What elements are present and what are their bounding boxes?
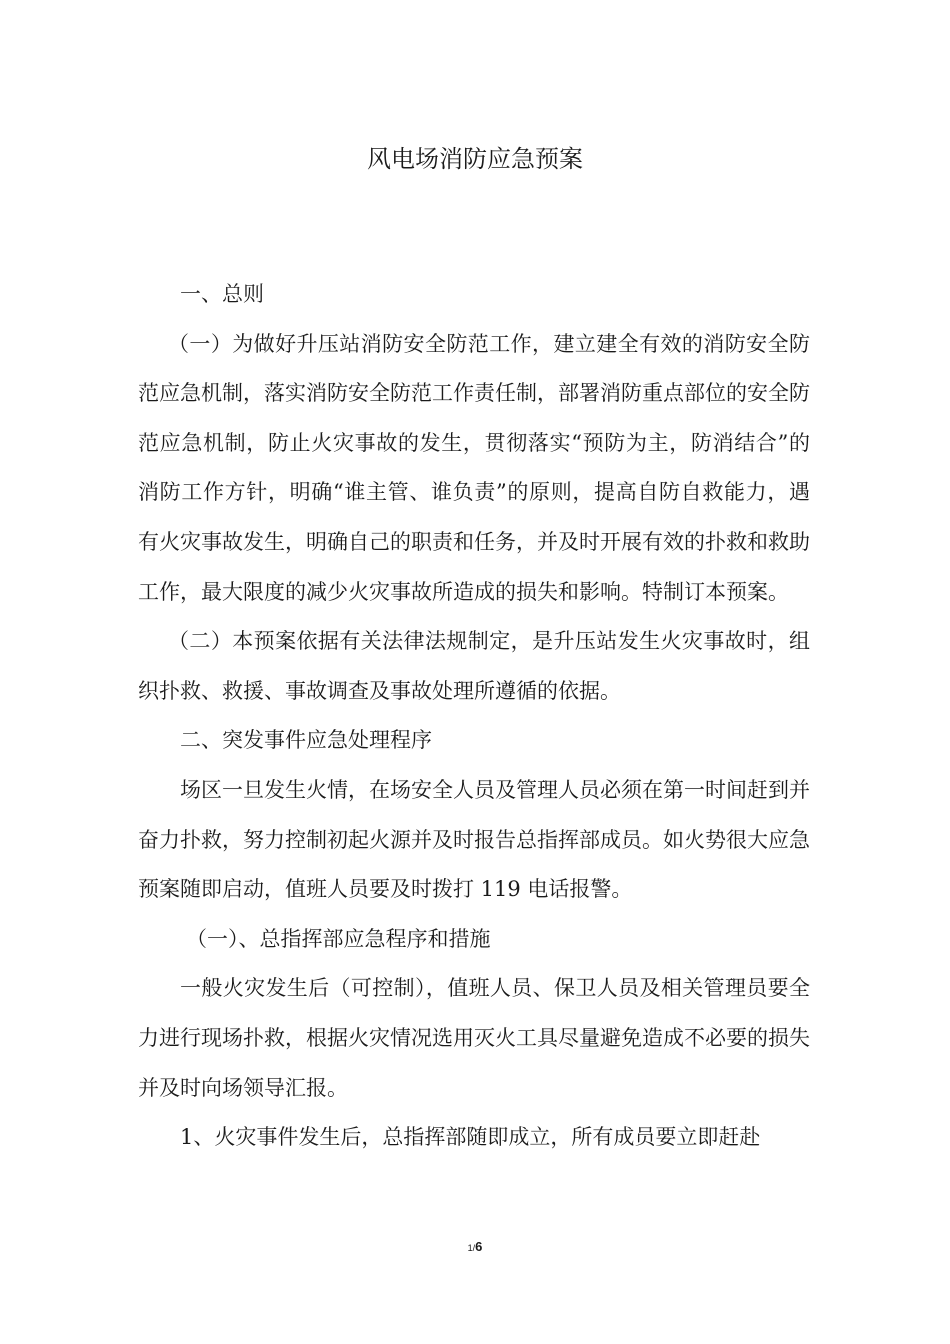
paragraph-general-1: （一）为做好升压站消防安全防范工作，建立建全有效的消防安全防范应急机制，落实消防安全防范工作责任制，部署消防重点部位的安全防范应急机制，防止火灾事故的发生，贯彻落实“预防为主，防消结合”的消防工作方针，明确“谁主管、谁负责”的原则，提高自防自救能力，遇有火灾事故发生，明确自己的职责和任务，并及时开展有效的扑救和救助工作，最大限度的减少火灾事故所造成的损失和影响。特制订本预案。 [138, 331, 810, 604]
document-title: 风电场消防应急预案 [367, 145, 583, 173]
paragraph-command-1: 一般火灾发生后（可控制），值班人员、保卫人员及相关管理员要全力进行现场扑救，根据火灾情况选用灭火工具尽量避免造成不必要的损失并及时向场领导汇报。 [138, 976, 810, 1100]
paragraph-general-2: （二）本预案依据有关法律法规制定，是升压站发生火灾事故时，组织扑救、救援、事故调查及事故处理所遵循的依据。 [138, 629, 810, 703]
page-number [0, 1238, 950, 1256]
document-body [138, 270, 810, 1163]
paragraph-command-2: 1、火灾事件发生后，总指挥部随即成立，所有成员要立即赶赴 [180, 1125, 761, 1150]
page-number-separator: / [472, 1243, 476, 1253]
page-number-current: 1 [467, 1243, 473, 1253]
section-heading-procedure: 二、突发事件应急处理程序 [180, 728, 432, 753]
subsection-heading-command: （一）、总指挥部应急程序和措施 [186, 926, 491, 951]
section-heading-general: 一、总则 [180, 282, 264, 306]
page-number-total: 6 [475, 1239, 483, 1254]
paragraph-procedure-intro: 场区一旦发生火情，在场安全人员及管理人员必须在第一时间赶到并奋力扑救，努力控制初起火源并及时报告总指挥部成员。如火势很大应急预案随即启动，值班人员要及时拨打 119 电话报警。 [138, 777, 810, 902]
